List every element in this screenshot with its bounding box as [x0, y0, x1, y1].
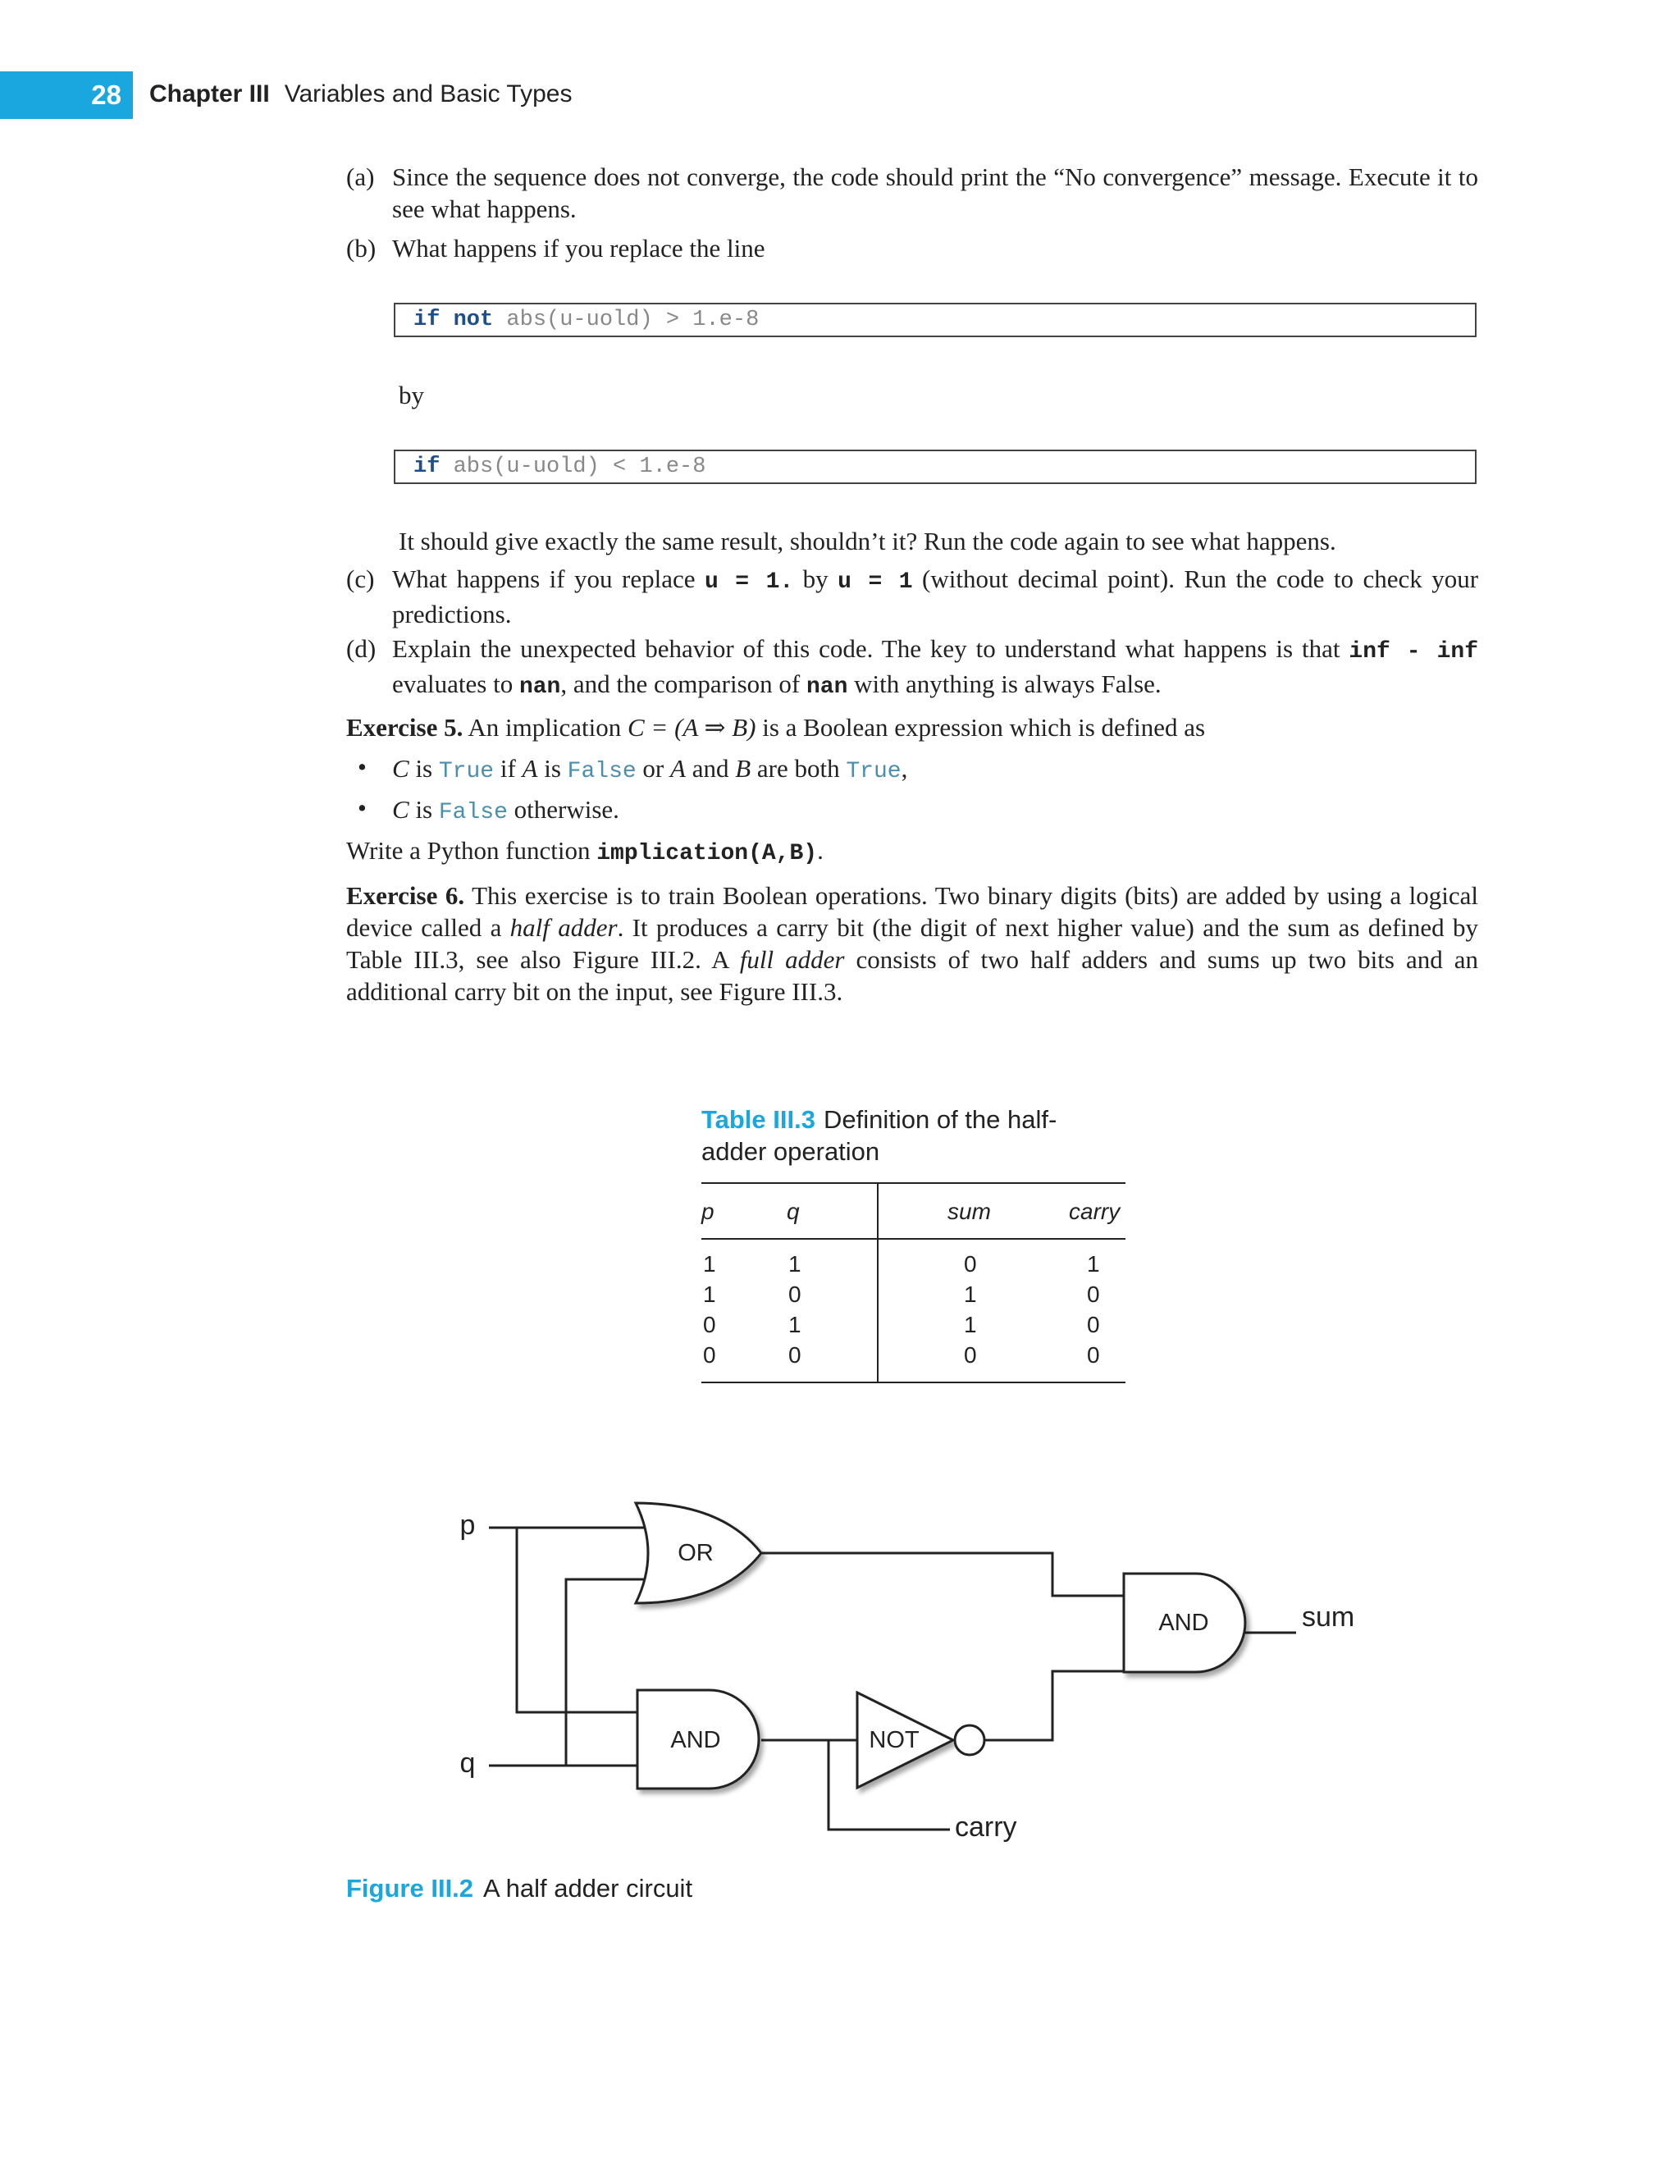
code-keyword: if [413, 455, 441, 479]
exercise-6-text: Exercise 6. This exercise is to train Boolean operations. Two binary digits (bits) are added by using a logical device called a half adder. It produces a carry bit (the digit of next higher value) and the sum as defined by Table III.3, see also Figure III.2. A full adder consists of two half adders and sums up two bits and an additional carry bit on the input, see Figure III.3. [346, 881, 1478, 1006]
by-text: by [399, 381, 424, 409]
figure-caption-text: A half adder circuit [483, 1874, 693, 1903]
item-b-label: (b) [346, 234, 377, 263]
output-sum-label: sum [1302, 1601, 1355, 1633]
inline-code: inf - inf [1349, 639, 1478, 665]
inline-code: nan [518, 674, 561, 700]
item-a-text: Since the sequence does not converge, the code should print the “No convergence” message. Execute it to see what happens. [392, 162, 1478, 223]
table-cell: 0 [964, 1251, 977, 1277]
not-gate-label: NOT [869, 1727, 920, 1753]
bullet-icon: • [358, 752, 367, 781]
table-cell: 1 [964, 1282, 977, 1307]
and-gate-1-label: AND [670, 1727, 721, 1753]
item-b-followup: It should give exactly the same result, shouldn’t it? Run the code again to see what happens. [399, 527, 1336, 555]
figure-caption-id: Figure III.2 [346, 1874, 474, 1903]
and-gate-2-label: AND [1158, 1610, 1209, 1636]
chapter-label: Chapter III [149, 80, 270, 107]
exercise-6-title: Exercise 6. [346, 881, 465, 910]
table-cell: 0 [703, 1312, 716, 1337]
table-cell: 0 [1087, 1282, 1100, 1307]
table-cell: 0 [788, 1342, 801, 1368]
page-number: 28 [0, 71, 133, 119]
table-cell: 0 [703, 1342, 716, 1368]
table-caption-text: Definition of the half-adder operation [701, 1105, 1057, 1166]
exercise-5-bullet-2: C is False otherwise. [392, 795, 619, 825]
table-cell: 0 [788, 1282, 801, 1307]
exercise-5-write: Write a Python function implication(A,B). [346, 836, 824, 866]
table-cell: 1 [703, 1282, 716, 1307]
table-cell: 1 [1087, 1251, 1100, 1277]
item-c-label: (c) [346, 564, 375, 593]
figure-caption [346, 1874, 692, 1903]
exercise-5-intro: Exercise 5. An implication C = (A ⇒ B) is a Boolean expression which is defined as [346, 713, 1206, 742]
table-cell: 1 [788, 1312, 801, 1337]
exercise-5-title: Exercise 5. [346, 713, 463, 742]
code-expression: abs(u-uold) < 1.e-8 [453, 455, 706, 479]
not-gate-bubble [955, 1725, 984, 1755]
item-d-text: Explain the unexpected behavior of this code. The key to understand what happens is that inf - inf evaluates to nan, and the comparison of nan with anything is always False. [392, 634, 1478, 700]
inline-code: u = 1 [838, 569, 913, 595]
bullet-icon: • [358, 793, 367, 822]
implication-formula: C = (A ⇒ B) [627, 713, 756, 742]
table-header: q [787, 1199, 800, 1224]
item-a-label: (a) [346, 162, 375, 191]
code-expression: abs(u-uold) > 1.e-8 [506, 308, 760, 332]
function-signature: implication(A,B) [596, 841, 818, 866]
code-keyword: if [413, 308, 441, 332]
table-cell: 1 [964, 1312, 977, 1337]
table-cell: 0 [1087, 1312, 1100, 1337]
table-header: p [701, 1199, 714, 1224]
exercise-5-bullet-1: C is True if A is False or A and B are both True, [392, 754, 908, 784]
item-b-text: What happens if you replace the line [392, 234, 765, 263]
item-c-text: What happens if you replace u = 1. by u = 1 (without decimal point). Run the code to check your predictions. [392, 564, 1479, 628]
table-header: sum [947, 1199, 991, 1224]
table-cell: 0 [964, 1342, 977, 1368]
code-keyword: not [453, 308, 494, 332]
item-d-label: (d) [346, 634, 377, 663]
input-q-label: q [459, 1748, 476, 1779]
table-cell: 1 [703, 1251, 716, 1277]
output-carry-label: carry [955, 1812, 1017, 1843]
chapter-title: Variables and Basic Types [284, 80, 573, 107]
table-caption-id: Table III.3 [701, 1105, 815, 1134]
table-cell: 1 [788, 1251, 801, 1277]
or-gate-label: OR [678, 1540, 714, 1566]
table-cell: 0 [1087, 1342, 1100, 1368]
inline-code: nan [806, 674, 848, 700]
input-p-label: p [459, 1510, 476, 1541]
table-header: carry [1069, 1199, 1121, 1224]
inline-code: u = 1. [704, 569, 794, 595]
